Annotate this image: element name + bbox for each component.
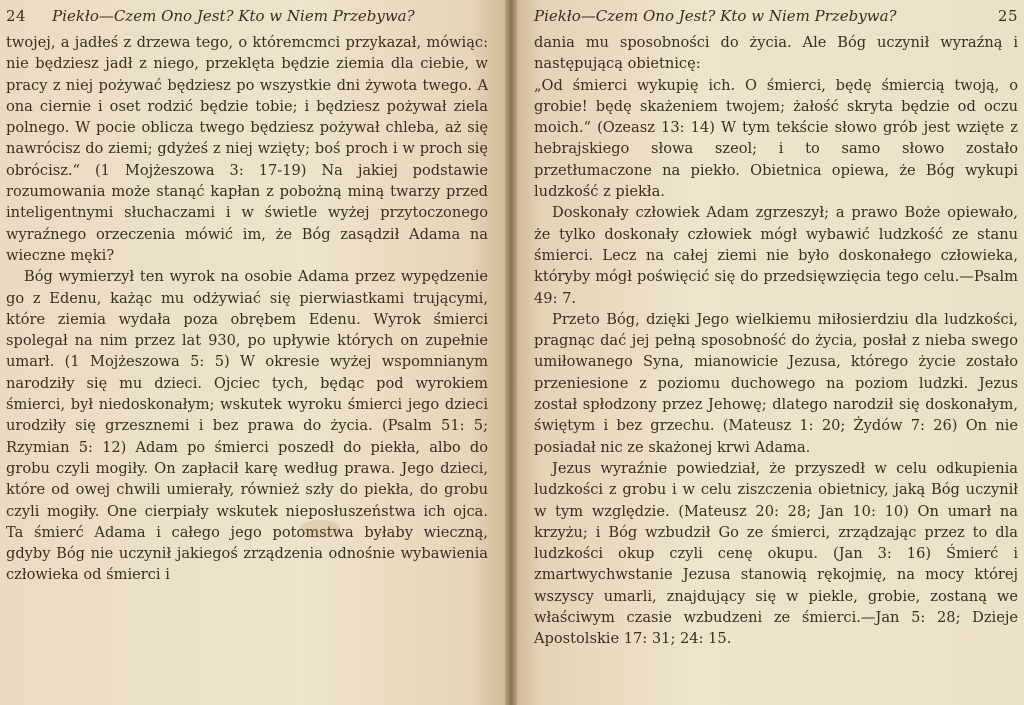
right-paragraph-3: Doskonały człowiek Adam zgrzeszył; a prawo Boże opiewało, że tylko doskonały człowiek mógł wybawić ludzkość ze stanu śmierci. Lecz na całej ziemi nie było doskonałego człowieka, któryby mógł poświęcić się do przedsięwzięcia tego celu.—Psalm 49: 7. [534, 204, 1018, 307]
right-page [510, 0, 1024, 705]
left-running-head [6, 6, 488, 32]
left-page [0, 0, 510, 705]
right-running-title: Piekło—Czem Ono Jest? Kto w Niem Przebywa? [534, 7, 897, 25]
right-running-head [534, 6, 1018, 32]
book-gutter [505, 0, 517, 705]
right-paragraph-5: Jezus wyraźnie powiedział, że przyszedł w celu odkupienia ludzkości z grobu i w celu ziszczenia obietnicy, jaką Bóg uczynił w tym względzie. (Mateusz 20: 28; Jan 10: 10) On umarł na krzyżu; i Bóg wzbudził Go ze śmierci, zrządzając przez to dla ludzkości okup czyli cenę okupu. (Jan 3: 16) Śmierć i zmartwychwstanie Jezusa stanowią rękojmię, na mocy której wszyscy umarli, znajdujący się w piekle, grobie, zostaną we właściwym czasie wzbudzeni ze śmierci.—Jan 5: 28; Dzieje Apostolskie 17: 31; 24: 15. [534, 459, 1018, 648]
left-body-text [6, 32, 488, 586]
right-page-number: 25 [997, 7, 1018, 25]
left-running-title: Piekło—Czem Ono Jest? Kto w Niem Przebywa? [52, 7, 415, 25]
right-paragraph-2: „Od śmierci wykupię ich. O śmierci, będę śmiercią twoją, o grobie! będę skażeniem twojem; żałość skryta będzie od oczu moich.“ (Ozeasz 13: 14) W tym tekście słowo grób jest wzięte z hebrajskiego słowa szeol; i to samo słowo zostało przetłumaczone na piekło. Obietnica opiewa, że Bóg wykupi ludzkość z piekła. [534, 76, 1018, 201]
right-paragraph-1: dania mu sposobności do życia. Ale Bóg uczynił wyraźną i następującą obietnicę: [534, 34, 1018, 73]
paper-stain [300, 520, 340, 538]
left-paragraph-2: Bóg wymierzył ten wyrok na osobie Adama przez wypędzenie go z Edenu, każąc mu odżywiać się pierwiastkami trującymi, które ziemia wydała poza obrębem Edenu. Wyrok śmierci spolegał na nim przez lat 930, po upływie których on zupełnie umarł. (1 Mojżeszowa 5: 5) W okresie wyżej wspomnianym narodziły się mu dzieci. Ojciec tych, będąc pod wyrokiem śmierci, był niedoskonałym; wskutek wyroku śmierci jego dzieci urodziły się grzesznemi i bez prawa do życia. (Psalm 51: 5; Rzymian 5: 12) Adam po śmierci poszedł do piekła, albo do grobu czyli mogiły. On zapłacił karę według prawa. Jego dzieci, które od owej chwili umierały, również szły do piekła, do grobu czyli mogiły. One cierpiały wskutek nieposłuszeństwa ich ojca. Ta śmierć Adama i całego jego potomstwa byłaby wieczną, gdyby Bóg nie uczynił jakiegoś zrządzenia odnośnie wybawienia człowieka od śmierci i [6, 268, 488, 584]
left-paragraph-1: twojej, a jadłeś z drzewa tego, o któremcmci przykazał, mówiąc: nie będziesz jadł z niego, przeklęta będzie ziemia dla ciebie, w pracy z niej pożywać będziesz po wszystkie dni żywota twego. A ona ciernie i oset rodzić będzie tobie; i będziesz pożywał ziela polnego. W pocie oblicza twego będziesz pożywał chleba, aż się nawrócisz do ziemi; gdyżeś z niej wzięty; boś proch i w proch się obrócisz.“ (1 Mojżeszowa 3: 17-19) Na jakiej podstawie rozumowania może stanąć kapłan z pobożną miną twarzy przed inteligentnymi słuchaczami i w świetle wyżej przytoczonego wyraźnego orzeczenia mówić im, że Bóg zasądził Adama na wieczne męki? [6, 34, 488, 264]
right-paragraph-4: Przeto Bóg, dzięki Jego wielkiemu miłosierdziu dla ludzkości, pragnąc dać jej pełną sposobność do życia, posłał z nieba swego umiłowanego Syna, mianowicie Jezusa, którego życie zostało przeniesione z poziomu duchowego na poziom ludzki. Jezus został spłodzony przez Jehowę; dlatego narodził się doskonałym, świętym i bez grzechu. (Mateusz 1: 20; Żydów 7: 26) On nie posiadał nic ze skażonej krwi Adama. [534, 310, 1018, 456]
right-body-text [534, 32, 1018, 650]
left-page-number: 24 [6, 7, 27, 25]
